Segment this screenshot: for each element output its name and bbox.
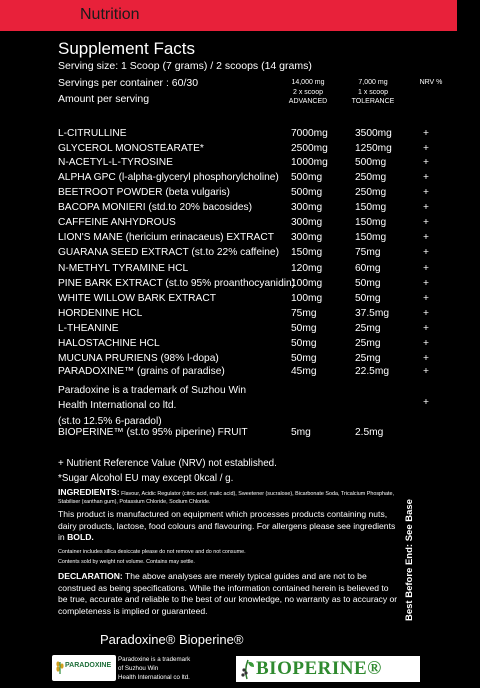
ingredient-name: L-CITRULLINE bbox=[58, 128, 127, 139]
advanced-amount: 14,000 mg bbox=[291, 79, 325, 86]
ingredient-nrv: + bbox=[423, 247, 429, 258]
ingredient-row bbox=[58, 157, 448, 170]
ingredient-tol: 250mg bbox=[355, 172, 387, 183]
ingredient-tol: 150mg bbox=[355, 202, 387, 213]
supplement-facts-title: Supplement Facts bbox=[58, 39, 196, 58]
ingredient-nrv: + bbox=[423, 128, 429, 139]
ingredient-name: L-THEANINE bbox=[58, 323, 119, 334]
ingredient-name: LION'S MANE (hericium erinacaeus) EXTRACT bbox=[58, 232, 274, 243]
ingredient-tol: 25mg bbox=[355, 323, 381, 334]
ingredient-row bbox=[58, 308, 448, 321]
ingredient-adv: 45mg bbox=[291, 366, 317, 377]
ingredient-adv: 50mg bbox=[291, 353, 317, 364]
ingredient-row bbox=[58, 172, 448, 185]
advanced-column-header bbox=[286, 78, 330, 107]
ingredient-row bbox=[58, 263, 448, 276]
paradoxine-logo bbox=[52, 655, 116, 681]
ingredient-name: PINE BARK EXTRACT (st.to 95% proanthocyanidin) bbox=[58, 278, 296, 289]
paradoxine-trademark-note: Paradoxine is a trademark of Suzhou Win Health International co ltd. bbox=[118, 656, 191, 681]
ingredient-nrv: + bbox=[423, 187, 429, 198]
ingredient-adv: 7000mg bbox=[291, 128, 328, 139]
ingredient-nrv: + bbox=[423, 353, 429, 364]
ingredient-tol: 250mg bbox=[355, 187, 387, 198]
ingredient-tol: 25mg bbox=[355, 353, 381, 364]
paradoxine-note-line-2: Health International co ltd. bbox=[58, 400, 177, 411]
tolerance-column-header bbox=[349, 78, 397, 107]
ingredient-name: BACOPA MONIERI (std.to 20% bacosides) bbox=[58, 202, 253, 213]
ingredient-adv: 120mg bbox=[291, 263, 323, 274]
ingredient-name: PARADOXINE™ (grains of paradise) bbox=[58, 366, 225, 377]
ingredient-adv: 2500mg bbox=[291, 143, 328, 154]
ingredient-tol: 150mg bbox=[355, 217, 387, 228]
ingredient-adv: 50mg bbox=[291, 338, 317, 349]
ingredient-row bbox=[58, 202, 448, 215]
ingredient-nrv: + bbox=[423, 157, 429, 168]
nrv-note: + Nutrient Reference Value (NRV) not established. bbox=[58, 458, 277, 469]
sugar-note: *Sugar Alcohol EU may except 0kcal / g. bbox=[58, 473, 234, 484]
ingredient-adv: 100mg bbox=[291, 293, 323, 304]
ingredient-adv: 150mg bbox=[291, 247, 323, 258]
ingredient-name: MUCUNA PRURIENS (98% l-dopa) bbox=[58, 353, 219, 364]
header-title: Nutrition bbox=[80, 6, 140, 23]
header-edge bbox=[457, 0, 480, 31]
tolerance-scoops: 1 x scoop bbox=[358, 88, 388, 96]
allergen-bold: BOLD. bbox=[67, 532, 94, 542]
paradoxine-note-line-3: (st.to 12.5% 6-paradol) bbox=[58, 416, 162, 427]
ingredient-name: N-METHYL TYRAMINE HCL bbox=[58, 263, 189, 274]
ingredient-name: HALOSTACHINE HCL bbox=[58, 338, 160, 349]
allergen-text: This product is manufactured on equipment which processes products containing nuts, dairy products, lactose, food colours and flavouring. For allergens please see ingredients in bbox=[58, 509, 396, 542]
paradoxine-note-line-1: Paradoxine is a trademark of Suzhou Win bbox=[58, 385, 246, 396]
ingredient-nrv: + bbox=[423, 263, 429, 274]
ingredient-adv: 100mg bbox=[291, 278, 323, 289]
ingredient-nrv: + bbox=[423, 172, 429, 183]
ingredient-name: CAFFEINE ANHYDROUS bbox=[58, 217, 176, 228]
ingredient-adv: 300mg bbox=[291, 202, 323, 213]
tolerance-amount: 7,000 mg bbox=[358, 79, 388, 86]
ingredient-name: N-ACETYL-L-TYROSINE bbox=[58, 157, 173, 168]
bioperine-logo bbox=[236, 656, 420, 682]
ingredients-label: INGREDIENTS: bbox=[58, 487, 120, 497]
servings-per-container: Servings per container : 60/30 bbox=[58, 77, 199, 89]
ingredient-row bbox=[58, 353, 448, 366]
ingredients-text: Flavour, Acidic Regulator (citric acid, malic acid), Sweetener (sucralose), Bicarbonate Soda, Tricalcium Phosphate, Stabiliser (xanthan gum), Potassium Chloride, Sodium Chloride. bbox=[58, 491, 395, 505]
ingredient-nrv: + bbox=[423, 143, 429, 154]
ingredient-row bbox=[58, 278, 448, 291]
ingredient-name: GUARANA SEED EXTRACT (st.to 22% caffeine) bbox=[58, 247, 279, 258]
declaration-label: DECLARATION: bbox=[58, 571, 123, 581]
ingredient-tol: 50mg bbox=[355, 278, 381, 289]
ingredient-row bbox=[58, 323, 448, 336]
ingredient-tol: 1250mg bbox=[355, 143, 392, 154]
ingredient-tol: 25mg bbox=[355, 338, 381, 349]
ingredient-name: ALPHA GPC (l-alpha-glyceryl phosphorylcholine) bbox=[58, 172, 279, 183]
ingredient-tol: 50mg bbox=[355, 293, 381, 304]
paradoxine-nrv: + bbox=[423, 397, 429, 408]
ingredient-nrv: + bbox=[423, 217, 429, 228]
ingredient-name: HORDENINE HCL bbox=[58, 308, 143, 319]
brand-names: Paradoxine® Bioperine® bbox=[100, 632, 244, 647]
ingredient-row bbox=[58, 247, 448, 260]
allergen-statement bbox=[58, 509, 398, 544]
grain-icon bbox=[55, 659, 65, 675]
advanced-scoops: 2 x scoop bbox=[293, 88, 323, 96]
ingredient-row bbox=[58, 128, 448, 141]
ingredient-tol: 60mg bbox=[355, 263, 381, 274]
ingredient-name: WHITE WILLOW BARK EXTRACT bbox=[58, 293, 216, 304]
ingredient-row bbox=[58, 217, 448, 230]
ingredient-row bbox=[58, 232, 448, 245]
serving-size: Serving size: 1 Scoop (7 grams) / 2 scoops (14 grams) bbox=[58, 60, 312, 72]
settle-note: Contents sold by weight not volume. Contains may settle. bbox=[58, 559, 195, 565]
ingredient-nrv: + bbox=[423, 278, 429, 289]
ingredient-name: BEETROOT POWDER (beta vulgaris) bbox=[58, 187, 230, 198]
ingredient-nrv: + bbox=[423, 366, 429, 377]
nutrition-header-bar bbox=[0, 0, 457, 31]
ingredient-row bbox=[58, 143, 448, 156]
ingredient-adv: 500mg bbox=[291, 172, 323, 183]
ingredient-tol: 75mg bbox=[355, 247, 381, 258]
advanced-label: ADVANCED bbox=[288, 98, 328, 105]
amount-per-serving: Amount per serving bbox=[58, 93, 150, 105]
paradoxine-logo-text: PARADOXINE bbox=[65, 662, 112, 669]
ingredient-nrv: + bbox=[423, 338, 429, 349]
ingredient-tol: 22.5mg bbox=[355, 366, 389, 377]
ingredient-row bbox=[58, 366, 448, 379]
ingredient-name: GLYCEROL MONOSTEARATE* bbox=[58, 143, 204, 154]
ingredient-adv: 300mg bbox=[291, 232, 323, 243]
ingredient-nrv: + bbox=[423, 293, 429, 304]
ingredient-nrv: + bbox=[423, 202, 429, 213]
ingredient-adv: 500mg bbox=[291, 187, 323, 198]
ingredient-adv: 50mg bbox=[291, 323, 317, 334]
ingredient-adv: 75mg bbox=[291, 308, 317, 319]
ingredient-row bbox=[58, 293, 448, 306]
declaration-text: The above analyses are merely typical guides and are not to be construed as being specifications. While the information contained herein is believed to be true, accurate and reliable to the best of our knowledge, no warranty as to accuracy or completeness is implied or guaranteed. bbox=[58, 571, 398, 616]
ingredient-adv: 300mg bbox=[291, 217, 323, 228]
ingredient-row bbox=[58, 187, 448, 200]
ingredient-tol: 150mg bbox=[355, 232, 387, 243]
best-before-end: Best Before End: See Base bbox=[404, 499, 415, 621]
ingredient-tol: 500mg bbox=[355, 157, 387, 168]
ingredient-tol: 3500mg bbox=[355, 128, 392, 139]
ingredient-row bbox=[58, 338, 448, 351]
ingredient-nrv: + bbox=[423, 308, 429, 319]
declaration bbox=[58, 571, 398, 617]
ingredient-nrv: + bbox=[423, 323, 429, 334]
ingredient-tol: 37.5mg bbox=[355, 308, 389, 319]
desiccant-note: Container includes silica desiccate please do not remove and do not consume. bbox=[58, 549, 246, 555]
nrv-column-header: NRV % bbox=[419, 79, 443, 86]
ingredient-adv: 1000mg bbox=[291, 157, 328, 168]
tolerance-label: TOLERANCE bbox=[351, 98, 395, 105]
bioperine-logo-text: BIOPERINE® bbox=[256, 658, 382, 679]
ingredients bbox=[58, 488, 398, 506]
ingredient-nrv: + bbox=[423, 232, 429, 243]
ingredient-row-bioperine: BIOPERINE™ (st.to 95% piperine) FRUIT 5mg 2.5mg bbox=[58, 427, 384, 438]
pepper-vine-icon bbox=[238, 658, 256, 680]
